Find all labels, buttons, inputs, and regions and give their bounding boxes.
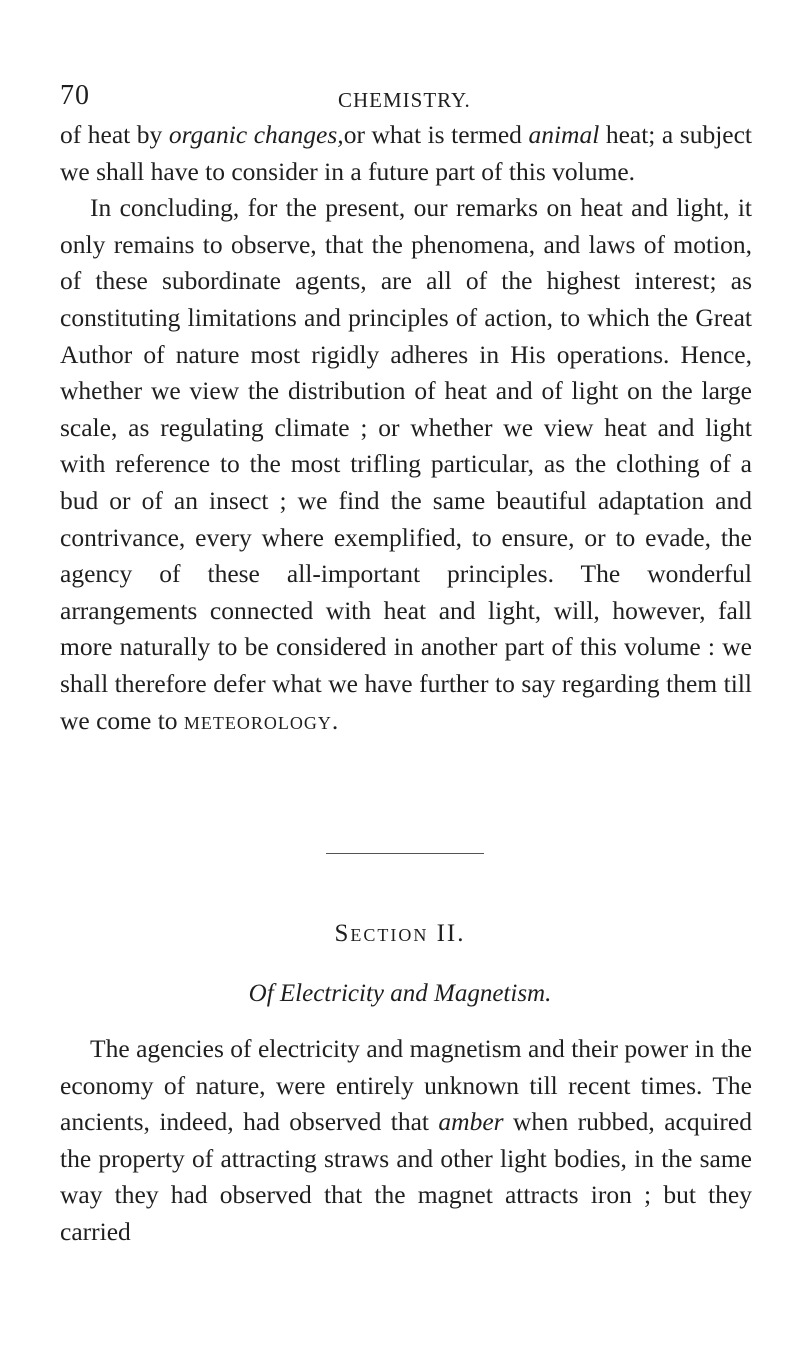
text-run: heat; a subject we shall have to consider in a future part of this volume. <box>60 120 753 186</box>
italic-text: amber <box>438 1107 504 1137</box>
section-subheading: Of Electricity and Magnetism. <box>248 980 552 1007</box>
text-block-bottom <box>60 1031 752 1251</box>
section-heading: Section II. <box>334 920 466 947</box>
text-run: The agencies of electricity and magnetism and their power in the economy of nature, were entirely unknown till recent times. The ancients, indeed, had observed that <box>60 1034 752 1137</box>
paragraph-continuation <box>60 117 752 190</box>
running-head: CHEMISTRY. <box>338 88 471 112</box>
text-run: when rubbed, acquired the property of attracting straws and other light bodies, in the same way they had observed that the magnet attracts iron ; but they carried <box>60 1107 752 1246</box>
text-block-top <box>60 117 752 739</box>
page-number: 70 <box>60 80 90 111</box>
smallcaps-text: meteorology. <box>183 705 340 735</box>
paragraph-concluding-remarks <box>60 190 752 739</box>
section-divider-rule <box>326 853 484 854</box>
text-run: In concluding, for the present, our remarks on heat and light, it only remains to observe, that the phenomena, and laws of motion, of these subordinate agents, are all of the highest interest; as constituting limitations and principles of action, to which the Great Author of nature most rigidly adheres in His operations. Hence, whether we view the distribution of heat and of light on the large scale, as regulating climate ; or whether we view heat and light with reference to the most trifling particular, as the clothing of a bud or of an insect ; we find the same beautiful adaptation and contrivance, every where exemplified, to ensure, or to evade, the agency of these all-important principles. The wonderful arrangements connected with heat and light, will, however, fall more naturally to be considered in another part of this volume : we shall therefore defer what we have further to say regarding them till we come to <box>60 193 752 735</box>
text-run: of heat by <box>60 120 169 149</box>
italic-text: organic changes, <box>168 120 344 149</box>
paragraph-electricity-intro <box>60 1031 752 1251</box>
text-run: or what is termed <box>343 120 529 149</box>
page-header <box>60 80 750 120</box>
italic-text: animal <box>528 120 600 149</box>
